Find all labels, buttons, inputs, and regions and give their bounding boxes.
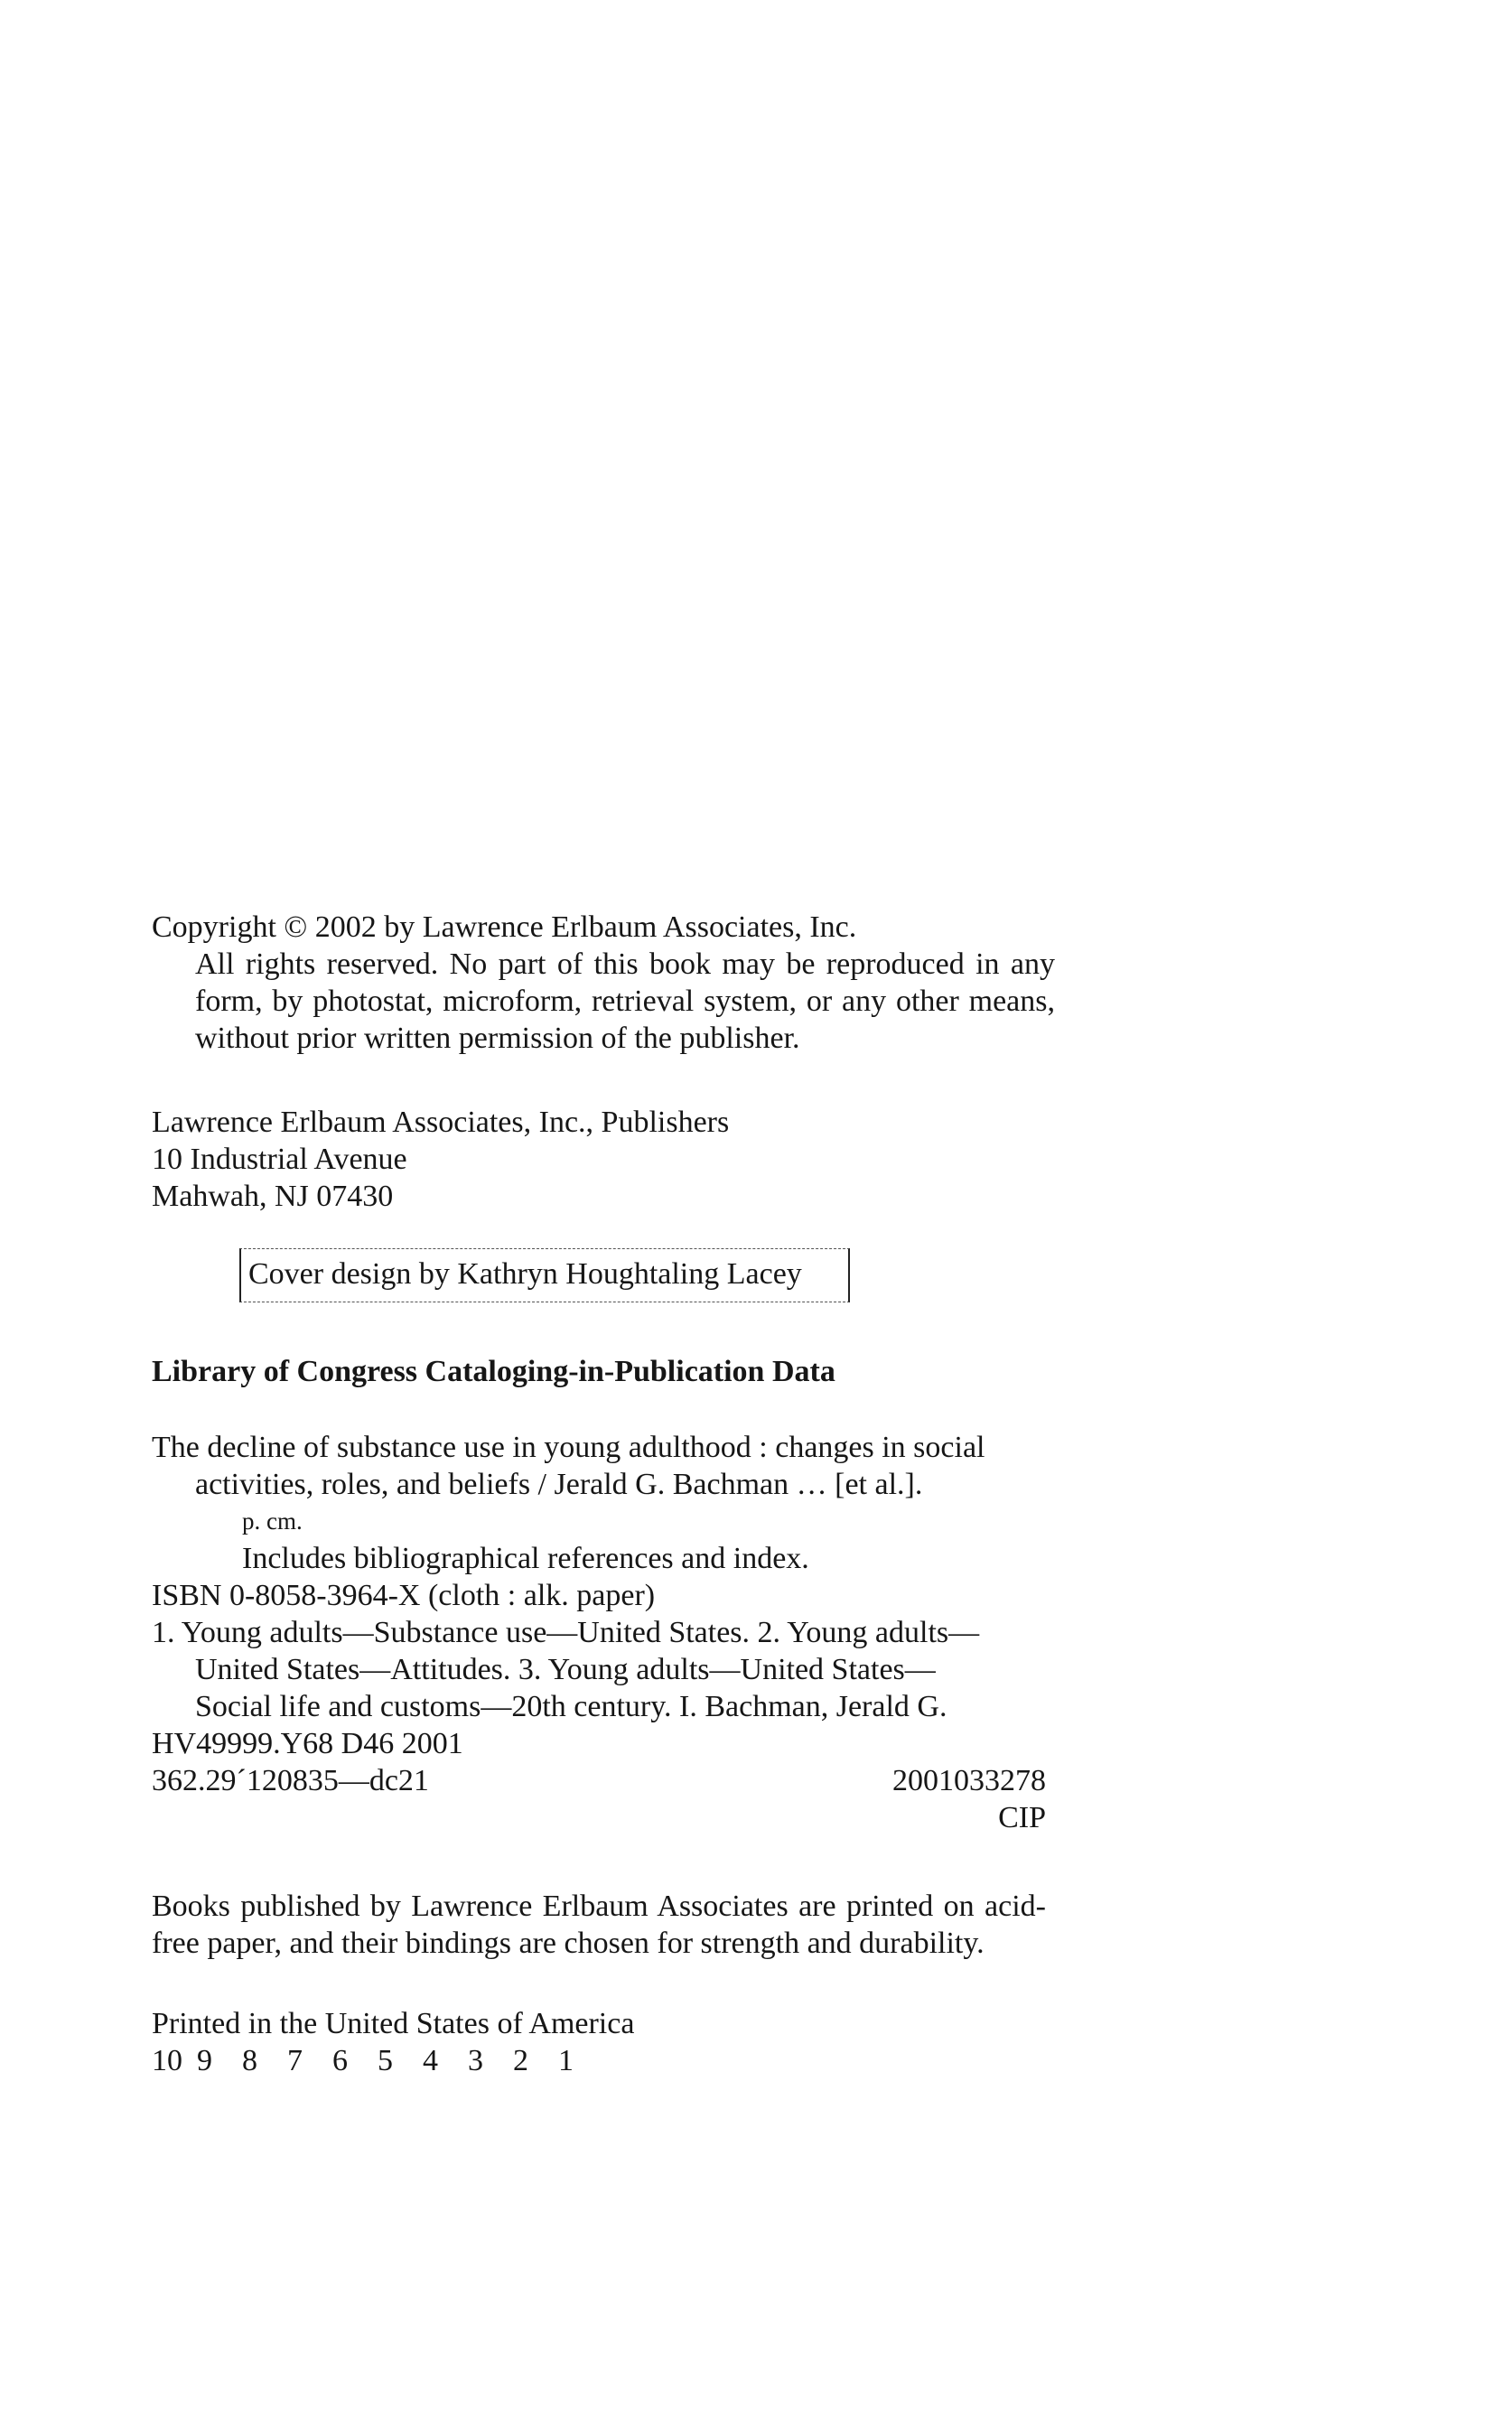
- cip-record: [152, 1429, 1046, 1836]
- cip-mark: CIP: [998, 1801, 1046, 1834]
- print-number: 4: [423, 2044, 438, 2077]
- copyright-block: [152, 909, 1055, 1057]
- cip-isbn: ISBN 0-8058-3964-X (cloth : alk. paper): [152, 1579, 656, 1612]
- publisher-city: Mahwah, NJ 07430: [152, 1180, 394, 1213]
- publisher-street: 10 Industrial Avenue: [152, 1143, 407, 1176]
- cip-subjects-line-1: 1. Young adults—Substance use—United States. 2. Young adults—: [152, 1616, 980, 1649]
- cover-credit: Cover design by Kathryn Houghtaling Lacey: [239, 1248, 850, 1302]
- cip-notes: Includes bibliographical references and index.: [242, 1542, 809, 1575]
- printing-info: [152, 2005, 1046, 2079]
- cip-lc-class: HV49999.Y68 D46 2001: [152, 1727, 463, 1760]
- cip-physical: p. cm.: [242, 1507, 303, 1535]
- printed-country: Printed in the United States of America: [152, 2007, 635, 2040]
- print-number: 7: [287, 2044, 303, 2077]
- cip-title-line-1: The decline of substance use in young adulthood : changes in social: [152, 1431, 985, 1464]
- cip-dewey-row: [152, 1762, 1046, 1799]
- print-number: 2: [513, 2044, 528, 2077]
- print-number: 9: [197, 2044, 212, 2077]
- print-number: 3: [468, 2044, 483, 2077]
- cip-subjects-line-3: Social life and customs—20th century. I. Bachman, Jerald G.: [195, 1690, 947, 1723]
- cip-subjects-line-2: United States—Attitudes. 3. Young adults—United States—: [195, 1653, 936, 1686]
- cip-dewey: 362.29´120835—dc21: [152, 1764, 429, 1797]
- cip-title-line-2: activities, roles, and beliefs / Jerald G. Bachman … [et al.].: [195, 1468, 923, 1501]
- publisher-address: [152, 1104, 1046, 1215]
- print-line: [152, 2042, 1046, 2079]
- paper-note-block: [152, 1888, 1046, 1962]
- print-number: 6: [332, 2044, 348, 2077]
- print-number: 10: [152, 2044, 182, 2077]
- cip-lccn: 2001033278: [892, 1764, 1046, 1797]
- print-number: 1: [558, 2044, 574, 2077]
- cip-heading: Library of Congress Cataloging-in-Publication Data: [152, 1355, 835, 1388]
- print-number: 5: [378, 2044, 393, 2077]
- rights-statement: All rights reserved. No part of this book may be reproduced in any form, by photostat, microform, retrieval system, or any other means, without prior written permission of the publisher.: [195, 947, 1055, 1055]
- publisher-name: Lawrence Erlbaum Associates, Inc., Publishers: [152, 1106, 730, 1139]
- paper-note: Books published by Lawrence Erlbaum Associates are printed on acid-free paper, and their bindings are chosen for strength and durability.: [152, 1890, 1046, 1960]
- copyright-line: Copyright © 2002 by Lawrence Erlbaum Associates, Inc.: [152, 910, 857, 944]
- print-number: 8: [242, 2044, 257, 2077]
